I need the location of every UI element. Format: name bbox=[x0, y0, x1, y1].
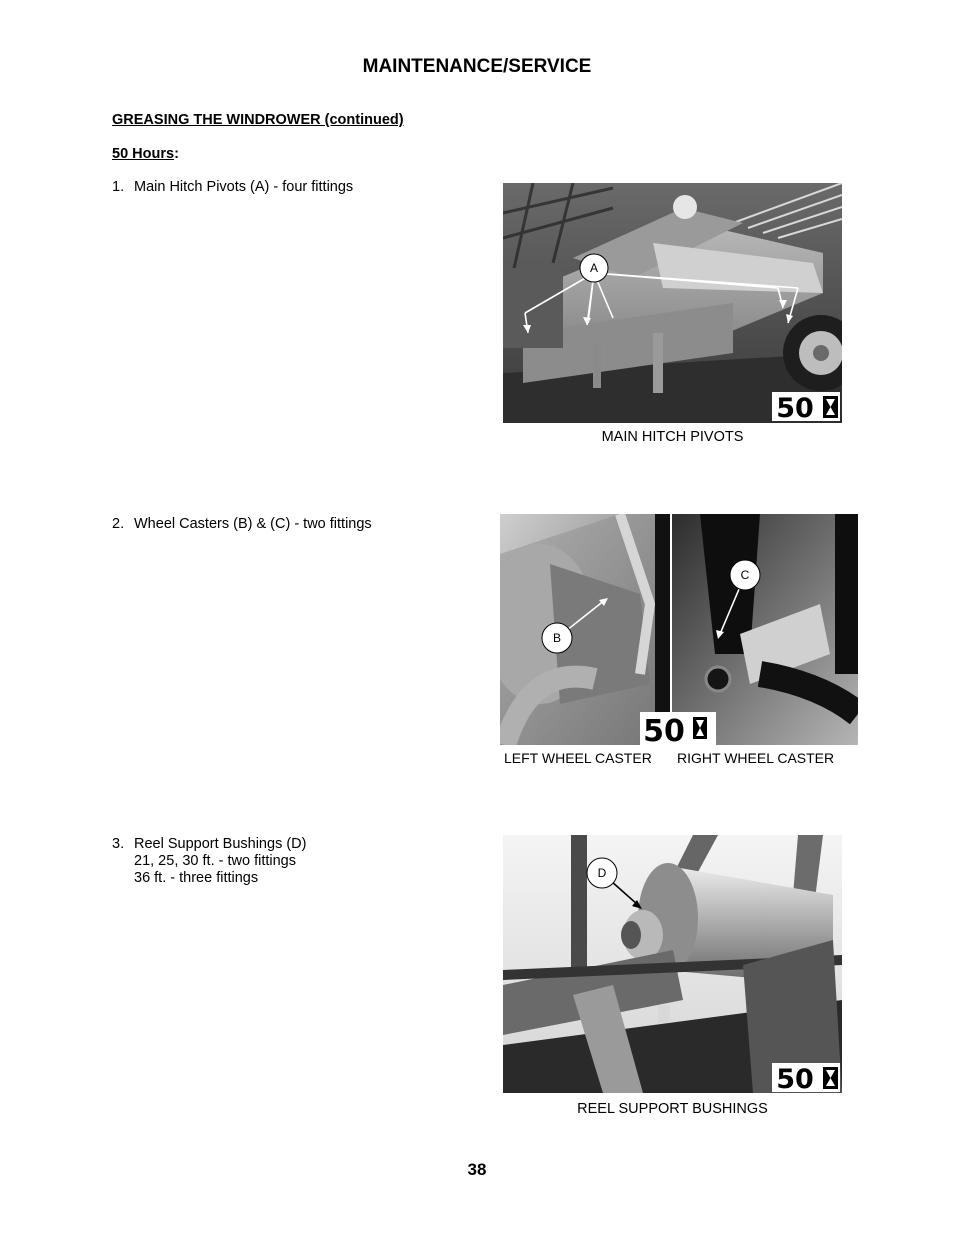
hourglass-icon bbox=[823, 1067, 838, 1089]
item-number: 1. bbox=[112, 179, 125, 195]
item-number: 3. bbox=[112, 836, 125, 852]
caption-main-hitch: MAIN HITCH PIVOTS bbox=[601, 429, 744, 445]
section-heading: GREASING THE WINDROWER (continued) bbox=[112, 112, 404, 128]
caption-reel-bushings: REEL SUPPORT BUSHINGS bbox=[577, 1101, 768, 1117]
hour-badge: 50 bbox=[776, 393, 814, 423]
list-item-1 bbox=[112, 179, 353, 196]
caption-left-caster: LEFT WHEEL CASTER bbox=[504, 750, 652, 766]
item-text: Reel Support Bushings (D) bbox=[134, 836, 307, 852]
callout-b: B bbox=[552, 631, 562, 645]
hourglass-icon bbox=[693, 717, 707, 739]
item-text: Wheel Casters (B) & (C) - two fittings bbox=[134, 516, 372, 532]
reel-bushings-photo bbox=[503, 835, 842, 1093]
hour-badge: 50 bbox=[643, 714, 685, 745]
wheel-casters-photo bbox=[500, 514, 858, 745]
interval-suffix: : bbox=[174, 146, 179, 162]
item-number: 2. bbox=[112, 516, 125, 532]
interval-heading bbox=[112, 146, 179, 162]
item-subline: 36 ft. - three fittings bbox=[134, 870, 259, 886]
callout-c: C bbox=[740, 568, 750, 582]
list-item-2 bbox=[112, 516, 372, 533]
page-number: 38 bbox=[467, 1160, 487, 1179]
hour-badge: 50 bbox=[776, 1064, 814, 1093]
main-hitch-photo bbox=[503, 183, 842, 423]
callout-d: D bbox=[597, 866, 607, 880]
interval-label: 50 Hours bbox=[112, 146, 175, 162]
page-title: MAINTENANCE/SERVICE bbox=[362, 56, 592, 77]
hourglass-icon bbox=[823, 396, 838, 418]
item-subline: 21, 25, 30 ft. - two fittings bbox=[134, 853, 296, 869]
caption-right-caster: RIGHT WHEEL CASTER bbox=[677, 750, 835, 766]
list-item-3 bbox=[112, 836, 306, 887]
item-text: Main Hitch Pivots (A) - four fittings bbox=[134, 179, 354, 195]
callout-a: A bbox=[589, 261, 599, 275]
